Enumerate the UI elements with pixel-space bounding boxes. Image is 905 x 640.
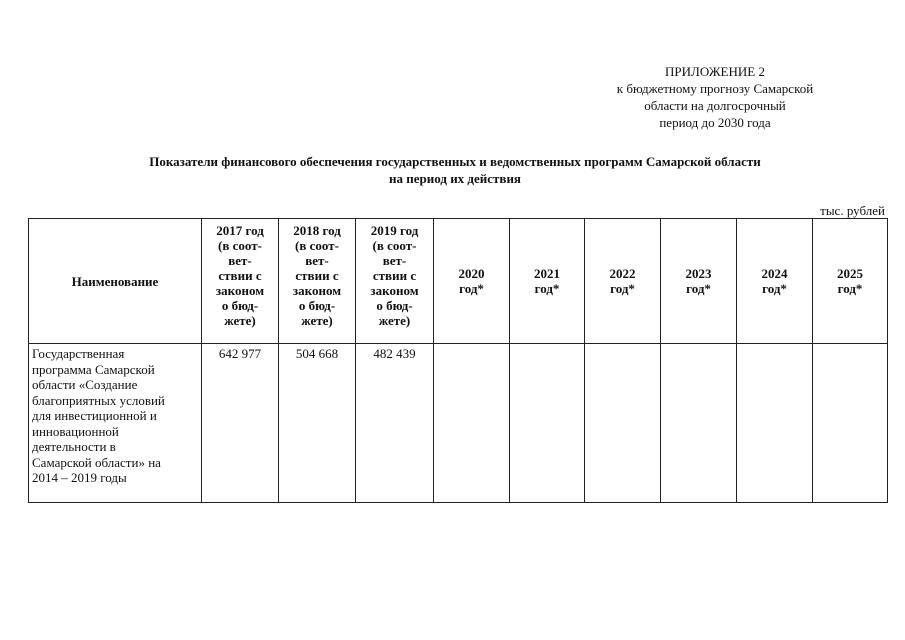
header-2018 (279, 219, 356, 344)
document-title-line: на период их действия (389, 171, 521, 186)
unit-label: тыс. рублей (820, 203, 885, 218)
header-line: 2018 год (293, 223, 341, 238)
value-2022 (585, 344, 661, 503)
header-line: год* (837, 281, 863, 296)
document-title-line: Показатели финансового обеспечения государственных и ведомственных программ Самарской области (149, 154, 761, 169)
header-line: 2022 (609, 266, 636, 281)
header-line: (в соот- (372, 238, 417, 253)
header-2025 (813, 219, 888, 344)
header-line: 2023 (685, 266, 712, 281)
header-line: жете) (378, 313, 411, 328)
header-line: вет- (305, 253, 329, 268)
header-2024 (737, 219, 813, 344)
value-2020 (434, 344, 510, 503)
header-line: 2017 год (216, 223, 264, 238)
program-name-line: благоприятных условий (32, 392, 165, 408)
appendix-line: к бюджетному прогнозу Самарской (616, 81, 814, 96)
header-line: ствии с (218, 268, 262, 283)
header-2022 (585, 219, 661, 344)
header-line: законом (292, 283, 342, 298)
header-2020 (434, 219, 510, 344)
header-line: законом (215, 283, 265, 298)
appendix-line: ПРИЛОЖЕНИЕ 2 (665, 64, 765, 79)
header-line: 2019 год (370, 223, 419, 238)
header-line: жете) (301, 313, 333, 328)
header-2019 (356, 219, 434, 344)
header-line: 2020 (458, 266, 485, 281)
header-line: год* (686, 281, 711, 296)
value-2018: 504 668 (279, 344, 356, 503)
table-row (29, 344, 888, 503)
header-line: о бюд- (298, 298, 336, 313)
document-title (60, 153, 850, 187)
value-2017: 642 977 (202, 344, 279, 503)
header-line: Наименование (71, 273, 159, 289)
header-2021 (510, 219, 585, 344)
header-line: о бюд- (221, 298, 259, 313)
program-name-line: области «Создание (32, 377, 138, 392)
header-line: о бюд- (376, 298, 413, 313)
program-name-line: деятельности в (32, 439, 116, 454)
header-line: ствии с (372, 268, 417, 283)
program-name-line: инновационной (32, 423, 119, 439)
header-line: законом (370, 283, 419, 298)
header-line: жете) (224, 313, 256, 328)
header-line: 2024 (761, 266, 788, 281)
program-name-line: Самарской области» на (32, 454, 161, 470)
value-2024 (737, 344, 813, 503)
program-name-line: Государственная (32, 346, 125, 361)
value-2019: 482 439 (356, 344, 434, 503)
header-line: (в соот- (218, 238, 262, 253)
header-line: (в соот- (295, 238, 339, 253)
header-line: ствии с (295, 268, 339, 283)
header-line: год* (534, 281, 560, 296)
header-line: год* (610, 281, 635, 296)
header-line: 2025 (837, 266, 863, 281)
appendix-line: период до 2030 года (659, 115, 771, 130)
header-line: год* (762, 281, 787, 296)
header-line: вет- (228, 253, 252, 268)
header-name (29, 219, 202, 344)
budget-table (28, 218, 888, 503)
header-line: 2021 (534, 266, 560, 281)
program-name-line: 2014 – 2019 годы (32, 470, 127, 485)
header-2023 (661, 219, 737, 344)
program-name-line: программа Самарской (32, 361, 155, 377)
header-2017 (202, 219, 279, 344)
table-header-row (29, 219, 888, 344)
value-2021 (510, 344, 585, 503)
appendix-note (575, 63, 855, 131)
header-line: вет- (382, 253, 407, 268)
header-line: год* (459, 281, 484, 296)
value-2025 (813, 344, 888, 503)
value-2023 (661, 344, 737, 503)
program-name-cell (29, 344, 202, 503)
program-name-line: для инвестиционной и (32, 408, 157, 423)
appendix-line: области на долгосрочный (644, 98, 786, 113)
